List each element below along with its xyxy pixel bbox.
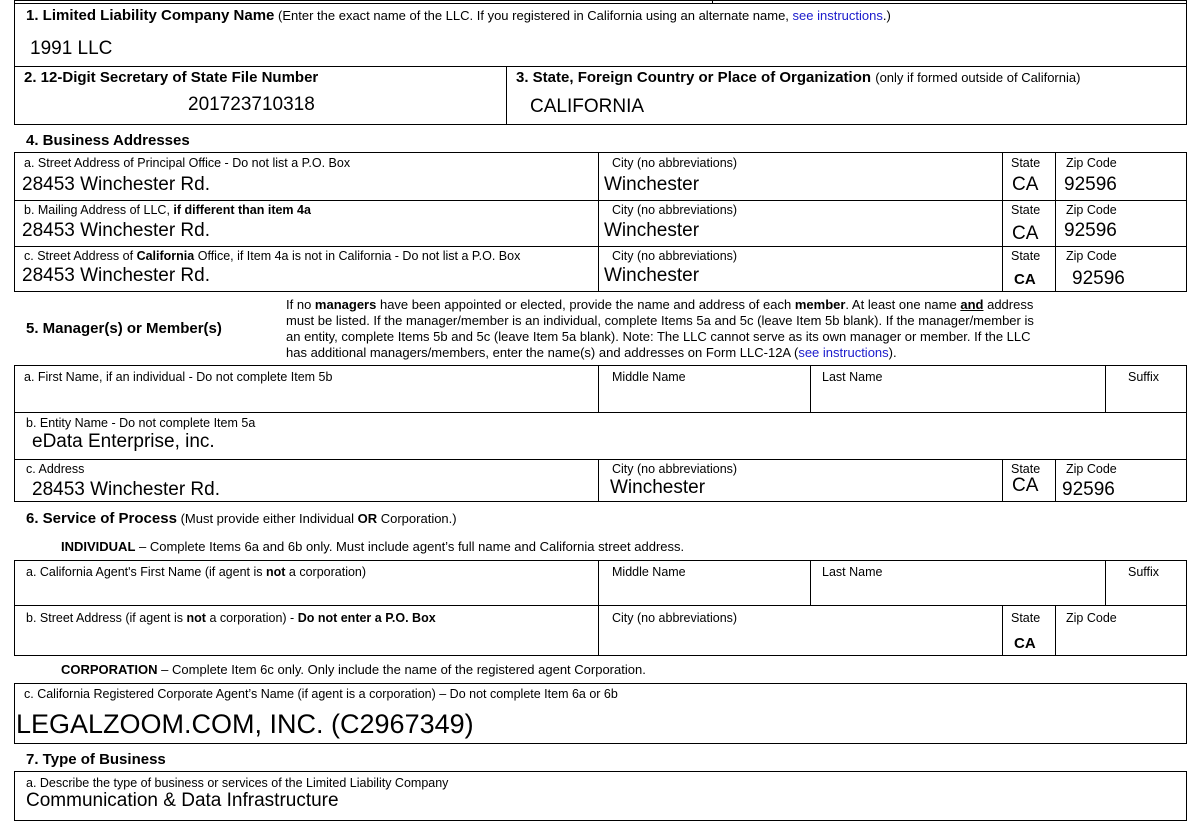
- corporate-agent-name-field[interactable]: LEGALZOOM.COM, INC. (C2967349): [16, 709, 474, 739]
- item3-heading: 3. State, Foreign Country or Place of Organization (only if formed outside of California): [516, 69, 1081, 86]
- item5c-zip-label: Zip Code: [1066, 462, 1117, 476]
- item4a-zip-label: Zip Code: [1066, 156, 1117, 170]
- member-street-field[interactable]: 28453 Winchester Rd.: [32, 479, 220, 500]
- item5a-suffix-label: Suffix: [1128, 370, 1160, 384]
- agent-city-field[interactable]: [602, 630, 998, 652]
- corporation-instruction: CORPORATION – Complete Item 6c only. Only include the name of the registered agent Corporation.: [61, 662, 646, 677]
- item4a-state-label: State: [1011, 156, 1041, 170]
- item6b-state-label: State: [1011, 611, 1041, 625]
- principal-state-field[interactable]: CA: [1012, 174, 1039, 195]
- item5a-last-label: Last Name: [822, 370, 883, 384]
- item6b-zip-label: Zip Code: [1066, 611, 1117, 625]
- item1-instructions-link[interactable]: see instructions: [792, 8, 883, 23]
- item6a-last-label: Last Name: [822, 565, 883, 579]
- item4b-zip-label: Zip Code: [1066, 203, 1117, 217]
- item5c-city-label: City (no abbreviations): [612, 462, 738, 476]
- member-city-field[interactable]: Winchester: [610, 477, 706, 498]
- mailing-city-field[interactable]: Winchester: [604, 220, 700, 241]
- item6b-label: b. Street Address (if agent is not a corporation) - Do not enter a P.O. Box: [26, 611, 436, 625]
- ca-office-street-field[interactable]: 28453 Winchester Rd.: [22, 265, 210, 286]
- ca-office-zip-field[interactable]: 92596: [1072, 268, 1125, 289]
- ca-office-city-field[interactable]: Winchester: [604, 265, 700, 286]
- agent-zip-field[interactable]: [1059, 630, 1183, 652]
- item4c-label: c. Street Address of California Office, if Item 4a is not in California - Do not list a P.O. Box: [24, 249, 521, 263]
- manager-middle-name-field[interactable]: [602, 388, 806, 408]
- item5b-label: b. Entity Name - Do not complete Item 5a: [26, 416, 256, 430]
- item5a-middle-label: Middle Name: [612, 370, 686, 384]
- item4c-state-label: State: [1011, 249, 1041, 263]
- item4c-zip-label: Zip Code: [1066, 249, 1117, 263]
- individual-instruction: INDIVIDUAL – Complete Items 6a and 6b only. Must include agent’s full name and California street address.: [61, 539, 685, 554]
- agent-first-name-field[interactable]: [18, 582, 593, 602]
- item5-heading: 5. Manager(s) or Member(s): [26, 320, 222, 337]
- item4a-label: a. Street Address of Principal Office - Do not list a P.O. Box: [24, 156, 351, 170]
- agent-middle-name-field[interactable]: [602, 582, 806, 602]
- item4b-label: b. Mailing Address of LLC, if different than item 4a: [24, 203, 311, 217]
- business-type-field[interactable]: Communication & Data Infrastructure: [26, 790, 339, 811]
- member-state-field[interactable]: CA: [1012, 475, 1039, 496]
- manager-suffix-field[interactable]: [1109, 388, 1183, 408]
- member-zip-field[interactable]: 92596: [1062, 479, 1115, 500]
- mailing-street-field[interactable]: 28453 Winchester Rd.: [22, 220, 210, 241]
- item4a-city-label: City (no abbreviations): [612, 156, 738, 170]
- state-of-organization-field[interactable]: CALIFORNIA: [530, 96, 645, 117]
- entity-name-field[interactable]: eData Enterprise, inc.: [32, 431, 215, 452]
- item1-heading: 1. Limited Liability Company Name (Enter the exact name of the LLC. If you registered in California using an alternate name, see instructions.): [26, 7, 891, 24]
- item7a-label: a. Describe the type of business or services of the Limited Liability Company: [26, 776, 449, 790]
- item7-heading: 7. Type of Business: [26, 751, 166, 768]
- principal-zip-field[interactable]: 92596: [1064, 174, 1117, 195]
- agent-last-name-field[interactable]: [814, 582, 1101, 602]
- mailing-state-field[interactable]: CA: [1012, 223, 1039, 244]
- item6a-middle-label: Middle Name: [612, 565, 686, 579]
- ca-office-state-field[interactable]: CA: [1014, 271, 1036, 288]
- item5-instructions: If no managers have been appointed or elected, provide the name and address of each member. At least one name and address must be listed. If the manager/member is an individual, complete Items 5a and 5c (leave Item 5b blank). If the manager/member is an entity, complete Items 5b and 5c (leave Item 5a blank). Note: The LLC cannot serve as its own manager or member. If the LLC has additional managers/members, enter the name(s) and addresses on Form LLC-12A (see instructions).: [286, 297, 1034, 360]
- file-number-field[interactable]: 201723710318: [188, 94, 315, 115]
- manager-last-name-field[interactable]: [814, 388, 1101, 408]
- item2-heading: 2. 12-Digit Secretary of State File Number: [24, 69, 319, 86]
- item6b-city-label: City (no abbreviations): [612, 611, 738, 625]
- llc-name-field[interactable]: 1991 LLC: [30, 38, 113, 59]
- principal-city-field[interactable]: Winchester: [604, 174, 700, 195]
- item4b-state-label: State: [1011, 203, 1041, 217]
- item6c-label: c. California Registered Corporate Agent’s Name (if agent is a corporation) – Do not complete Item 6a or 6b: [24, 687, 618, 701]
- principal-street-field[interactable]: 28453 Winchester Rd.: [22, 174, 210, 195]
- item6a-suffix-label: Suffix: [1128, 565, 1160, 579]
- agent-suffix-field[interactable]: [1109, 582, 1183, 602]
- item5c-label: c. Address: [26, 462, 85, 476]
- item5c-state-label: State: [1011, 462, 1041, 476]
- manager-first-name-field[interactable]: [18, 388, 593, 408]
- item4b-city-label: City (no abbreviations): [612, 203, 738, 217]
- item4c-city-label: City (no abbreviations): [612, 249, 738, 263]
- item5-instructions-link[interactable]: see instructions: [798, 345, 889, 360]
- item6-heading: 6. Service of Process (Must provide either Individual OR Corporation.): [26, 510, 457, 527]
- item5a-label: a. First Name, if an individual - Do not complete Item 5b: [24, 370, 333, 384]
- mailing-zip-field[interactable]: 92596: [1064, 220, 1117, 241]
- agent-street-field[interactable]: [18, 630, 593, 652]
- item4-heading: 4. Business Addresses: [26, 132, 190, 149]
- item6a-label: a. California Agent's First Name (if agent is not a corporation): [26, 565, 367, 579]
- agent-state-field[interactable]: CA: [1014, 635, 1036, 652]
